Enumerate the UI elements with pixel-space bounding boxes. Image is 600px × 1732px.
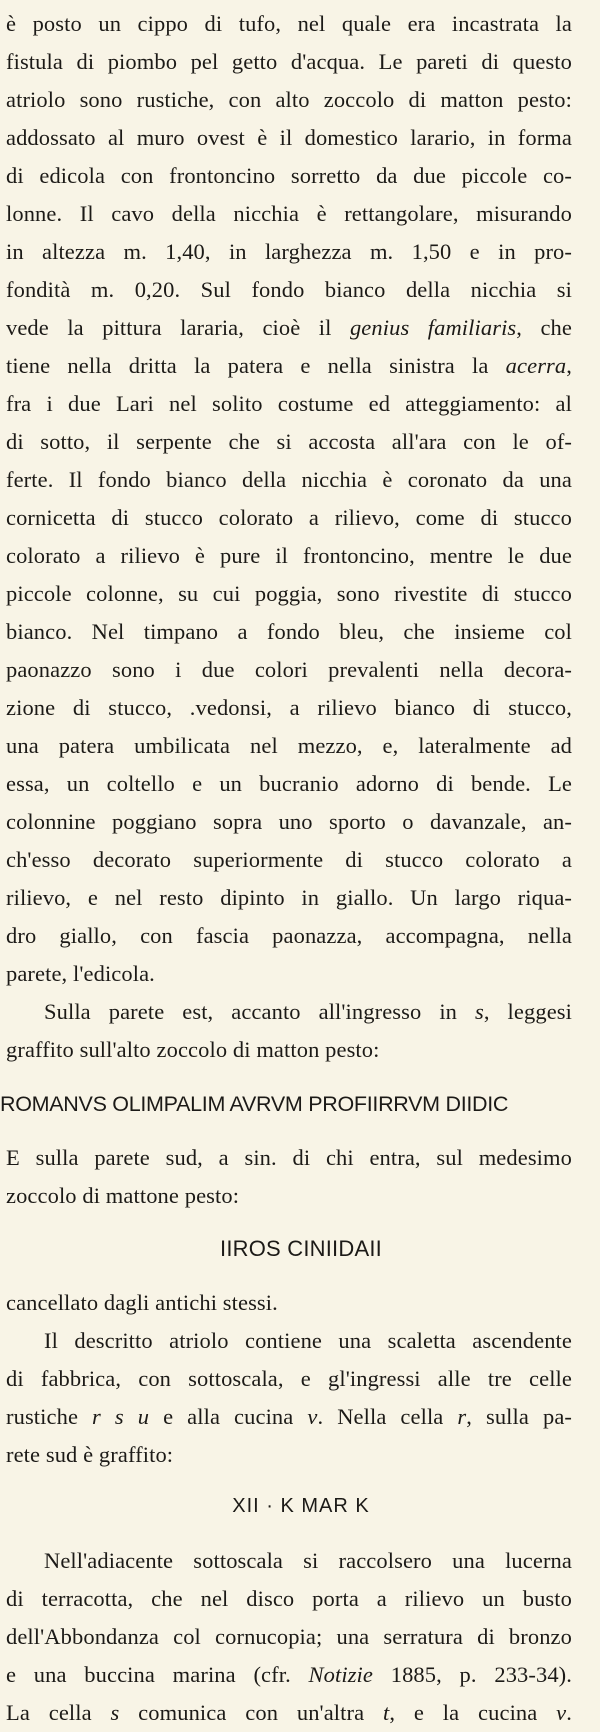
text-line: dro giallo, con fascia paonazza, accompagna, nella	[6, 923, 572, 948]
italic-citation-notizie: Notizie	[308, 1662, 373, 1687]
text-line: colorato a rilievo è pure il frontoncino, mentre le due	[6, 543, 572, 568]
text-run: vede la pittura lararia, cioè il	[6, 315, 350, 340]
text-run: e una buccina marina (cfr.	[6, 1662, 309, 1687]
text-line: Il descritto atriolo contiene una scaletta ascendente	[44, 1328, 572, 1353]
text-run: 1885, p. 233-34).	[373, 1662, 573, 1687]
text-run: , che	[516, 315, 572, 340]
text-line: una patera umbilicata nel mezzo, e, lateralmente ad	[6, 733, 572, 758]
text-line: cancellato dagli antichi stessi.	[6, 1290, 278, 1315]
text-line	[6, 993, 572, 1031]
text-run: ,	[566, 353, 572, 378]
text-line	[6, 309, 572, 347]
text-line: di edicola con frontoncino sorretto da due piccole co-	[6, 163, 572, 188]
italic-letter: t	[383, 1700, 390, 1725]
text-line	[6, 1398, 572, 1436]
inscription-graffito-3: XII · K MAR K	[232, 1495, 370, 1517]
text-line: E sulla parete sud, a sin. di chi entra, sul medesimo	[6, 1145, 572, 1170]
italic-letter: s	[475, 999, 484, 1024]
text-run: , e la cucina	[389, 1700, 557, 1725]
text-line: bianco. Nel timpano a fondo bleu, che insieme col	[6, 619, 572, 644]
text-line: zoccolo di mattone pesto:	[6, 1183, 240, 1208]
text-run: rustiche	[6, 1404, 93, 1429]
text-line: zione di stucco, .vedonsi, a rilievo bianco di stucco,	[6, 695, 572, 720]
inscription-graffito-1: ROMANVS OLIMPALIM AVRVM PROFIIRRVM DIIDIC	[0, 1092, 509, 1116]
text-line: essa, un coltello e un bucranio adorno di bende. Le	[6, 771, 572, 796]
text-line: fistula di piombo pel getto d'acqua. Le pareti di questo	[6, 49, 572, 74]
text-line: ch'esso decorato superiormente di stucco colorato a	[6, 847, 572, 872]
text-line: di terracotta, che nel disco porta a rilievo un busto	[6, 1586, 572, 1611]
italic-letter: s	[110, 1700, 120, 1725]
text-line: atriolo sono rustiche, con alto zoccolo di matton pesto:	[6, 87, 572, 112]
text-line	[6, 1694, 572, 1732]
text-line: rilievo, e nel resto dipinto in giallo. Un largo riqua-	[6, 885, 572, 910]
text-line: è posto un cippo di tufo, nel quale era incastrata la	[6, 11, 572, 36]
italic-term-acerra: acerra	[505, 353, 567, 378]
text-line: di fabbrica, con sottoscala, e gl'ingressi alle tre celle	[6, 1366, 572, 1391]
text-line: in altezza m. 1,40, in larghezza m. 1,50 e in pro-	[6, 239, 572, 264]
text-line: fondità m. 0,20. Sul fondo bianco della nicchia si	[6, 277, 572, 302]
italic-letter: r	[457, 1404, 467, 1429]
text-run: Sulla parete est, accanto all'ingresso in	[44, 999, 475, 1024]
text-run: e alla cucina	[149, 1404, 308, 1429]
inscription-graffito-2: IIROS CINIIDAII	[220, 1236, 382, 1261]
text-line: ferte. Il fondo bianco della nicchia è coronato da una	[6, 467, 572, 492]
text-line	[6, 347, 572, 385]
text-line: Nell'adiacente sottoscala si raccolsero una lucerna	[44, 1548, 572, 1573]
italic-letter: v	[307, 1404, 318, 1429]
text-line: di sotto, il serpente che si accosta all'ara con le of-	[6, 429, 572, 454]
text-line: addossato al muro ovest è il domestico larario, in forma	[6, 125, 572, 150]
text-run: tiene nella dritta la patera e nella sinistra la	[6, 353, 506, 378]
text-line: colonnine poggiano sopra uno sporto o davanzale, an-	[6, 809, 572, 834]
text-line	[6, 1656, 572, 1694]
text-run: , sulla pa-	[466, 1404, 572, 1429]
italic-term-genius-familiaris: genius familiaris	[349, 315, 517, 340]
text-run: , leggesi	[483, 999, 572, 1024]
italic-letter: v	[556, 1700, 567, 1725]
text-run: La cella	[6, 1700, 111, 1725]
text-run: .	[566, 1700, 572, 1725]
text-line: cornicetta di stucco colorato a rilievo, come di stucco	[6, 505, 572, 530]
text-line: paonazzo sono i due colori prevalenti nella decora-	[6, 657, 572, 682]
text-line: lonne. Il cavo della nicchia è rettangolare, misurando	[6, 201, 572, 226]
text-line: piccole colonne, su cui poggia, sono rivestite di stucco	[6, 581, 572, 606]
text-line: dell'Abbondanza col cornucopia; una serratura di bronzo	[6, 1624, 572, 1649]
italic-letters: r s u	[92, 1404, 150, 1429]
text-line: parete, l'edicola.	[6, 961, 155, 986]
text-line: graffito sull'alto zoccolo di matton pesto:	[6, 1037, 380, 1062]
text-run: comunica con un'altra	[119, 1700, 383, 1725]
text-run: . Nella cella	[317, 1404, 458, 1429]
text-line: rete sud è graffito:	[6, 1442, 174, 1467]
text-line: fra i due Lari nel solito costume ed atteggiamento: al	[6, 391, 572, 416]
